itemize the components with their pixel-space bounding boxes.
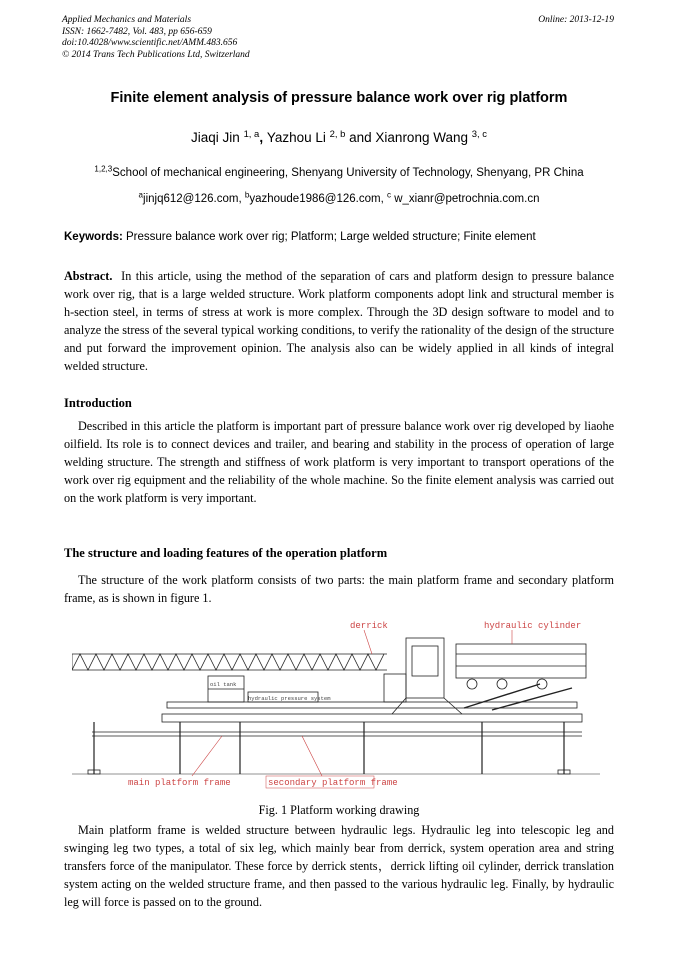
abstract: [64, 267, 614, 375]
affiliation-sup: 1,2,3: [94, 164, 113, 174]
structure-paragraph-2: Main platform frame is welded structure between hydraulic legs. Hydraulic leg into telescopic leg and swinging leg two types, a total of six leg, which mainly bear from derrick, system operation area and string transfers force of the manipulator. These force by derrick stents，derrick lifting oil cylinder, derrick translation system acting on the welded structure frame, and then passed to the various hydraulic leg. Finally, by hydraulic leg will force is passed on to the ground.: [64, 823, 614, 909]
paper-title: Finite element analysis of pressure balance work over rig platform: [110, 90, 568, 106]
label-oil-tank: oil tank: [210, 681, 237, 688]
author-sup: 1, a: [243, 128, 260, 140]
keywords-label: Keywords:: [64, 231, 123, 243]
label-hydraulic-cylinder: hydraulic cylinder: [484, 621, 582, 631]
label-hydraulic-system: hydraulic pressure system: [248, 695, 331, 702]
abstract-text: In this article, using the method of the separation of cars and platform design to pressure balance work over rig, that is a large welded structure. Work platform components adopt link and structural member is h-section steel, in terms of stress at work is more complex. Through the 3D design software to model and to analyze the stress of the several typical working conditions, to verify the rationality of the design of the structure and put forward the improvement opinion. The analysis also can be widely applied in all kinds of integral welded structure.: [64, 269, 614, 373]
author-sup: 2, b: [329, 128, 346, 140]
email: w_xianr@petrochnia.com.cn: [391, 193, 540, 205]
doi: doi:10.4028/www.scientific.net/AMM.483.656: [62, 38, 238, 48]
label-derrick: derrick: [350, 621, 388, 631]
issn: ISSN: 1662-7482, Vol. 483, pp 656-659: [62, 26, 212, 37]
affiliation-text: School of mechanical engineering, Shenyang University of Technology, Shenyang, PR China: [112, 167, 584, 179]
label-main-frame: main platform frame: [128, 778, 231, 788]
structure-paragraph-1: The structure of the work platform consists of two parts: the main platform frame and secondary platform frame, as is shown in figure 1.: [64, 573, 614, 605]
label-secondary-frame: secondary platform frame: [268, 778, 398, 788]
intro-heading: Introduction: [64, 396, 132, 410]
journal-name: Applied Mechanics and Materials: [62, 15, 192, 25]
main-frame-beam: [162, 714, 582, 722]
derrick-truss: [72, 654, 387, 670]
abstract-label: Abstract.: [64, 269, 113, 283]
keywords-text: Pressure balance work over rig; Platform; Large welded structure; Finite element: [126, 231, 536, 243]
author-name: Jiaqi Jin: [191, 130, 240, 145]
email: yazhoude1986@126.com,: [249, 193, 387, 205]
keywords: [64, 231, 616, 243]
figure-caption: Fig. 1 Platform working drawing: [258, 803, 420, 817]
author-separator: ,: [259, 130, 267, 145]
copyright: © 2014 Trans Tech Publications Ltd, Switzerland: [62, 49, 250, 60]
author-list: [0, 130, 678, 145]
structure-heading: The structure and loading features of the operation platform: [64, 546, 388, 560]
online-date: Online: 2013-12-19: [538, 15, 614, 25]
email: jinjq612@126.com,: [143, 193, 245, 205]
platform-drawing: [72, 614, 600, 800]
journal-header: [62, 15, 250, 61]
author-name: Yazhou Li: [266, 130, 326, 145]
author-sup: 3, c: [471, 128, 487, 140]
intro-paragraph: Described in this article the platform is important part of pressure balance work over rig developed by liaohe oilfield. Its role is to connect devices and trailer, and bearing and stability in the process of operation of large welding structure. The strength and stiffness of work platform is very important to transport operations of the work over rig equipment and the reliability of the whole machine. So the finite element analysis was carried out on the work platform is very important.: [64, 419, 614, 505]
author-emails: [0, 190, 678, 205]
author-name: Xianrong Wang: [375, 130, 468, 145]
email-sup: a: [138, 190, 144, 200]
affiliation: [0, 164, 678, 179]
author-separator: and: [345, 130, 376, 145]
hydraulic-legs: [94, 722, 564, 774]
email-sup: b: [244, 190, 250, 200]
right-equipment: [456, 644, 586, 678]
email-sup: c: [386, 190, 391, 200]
